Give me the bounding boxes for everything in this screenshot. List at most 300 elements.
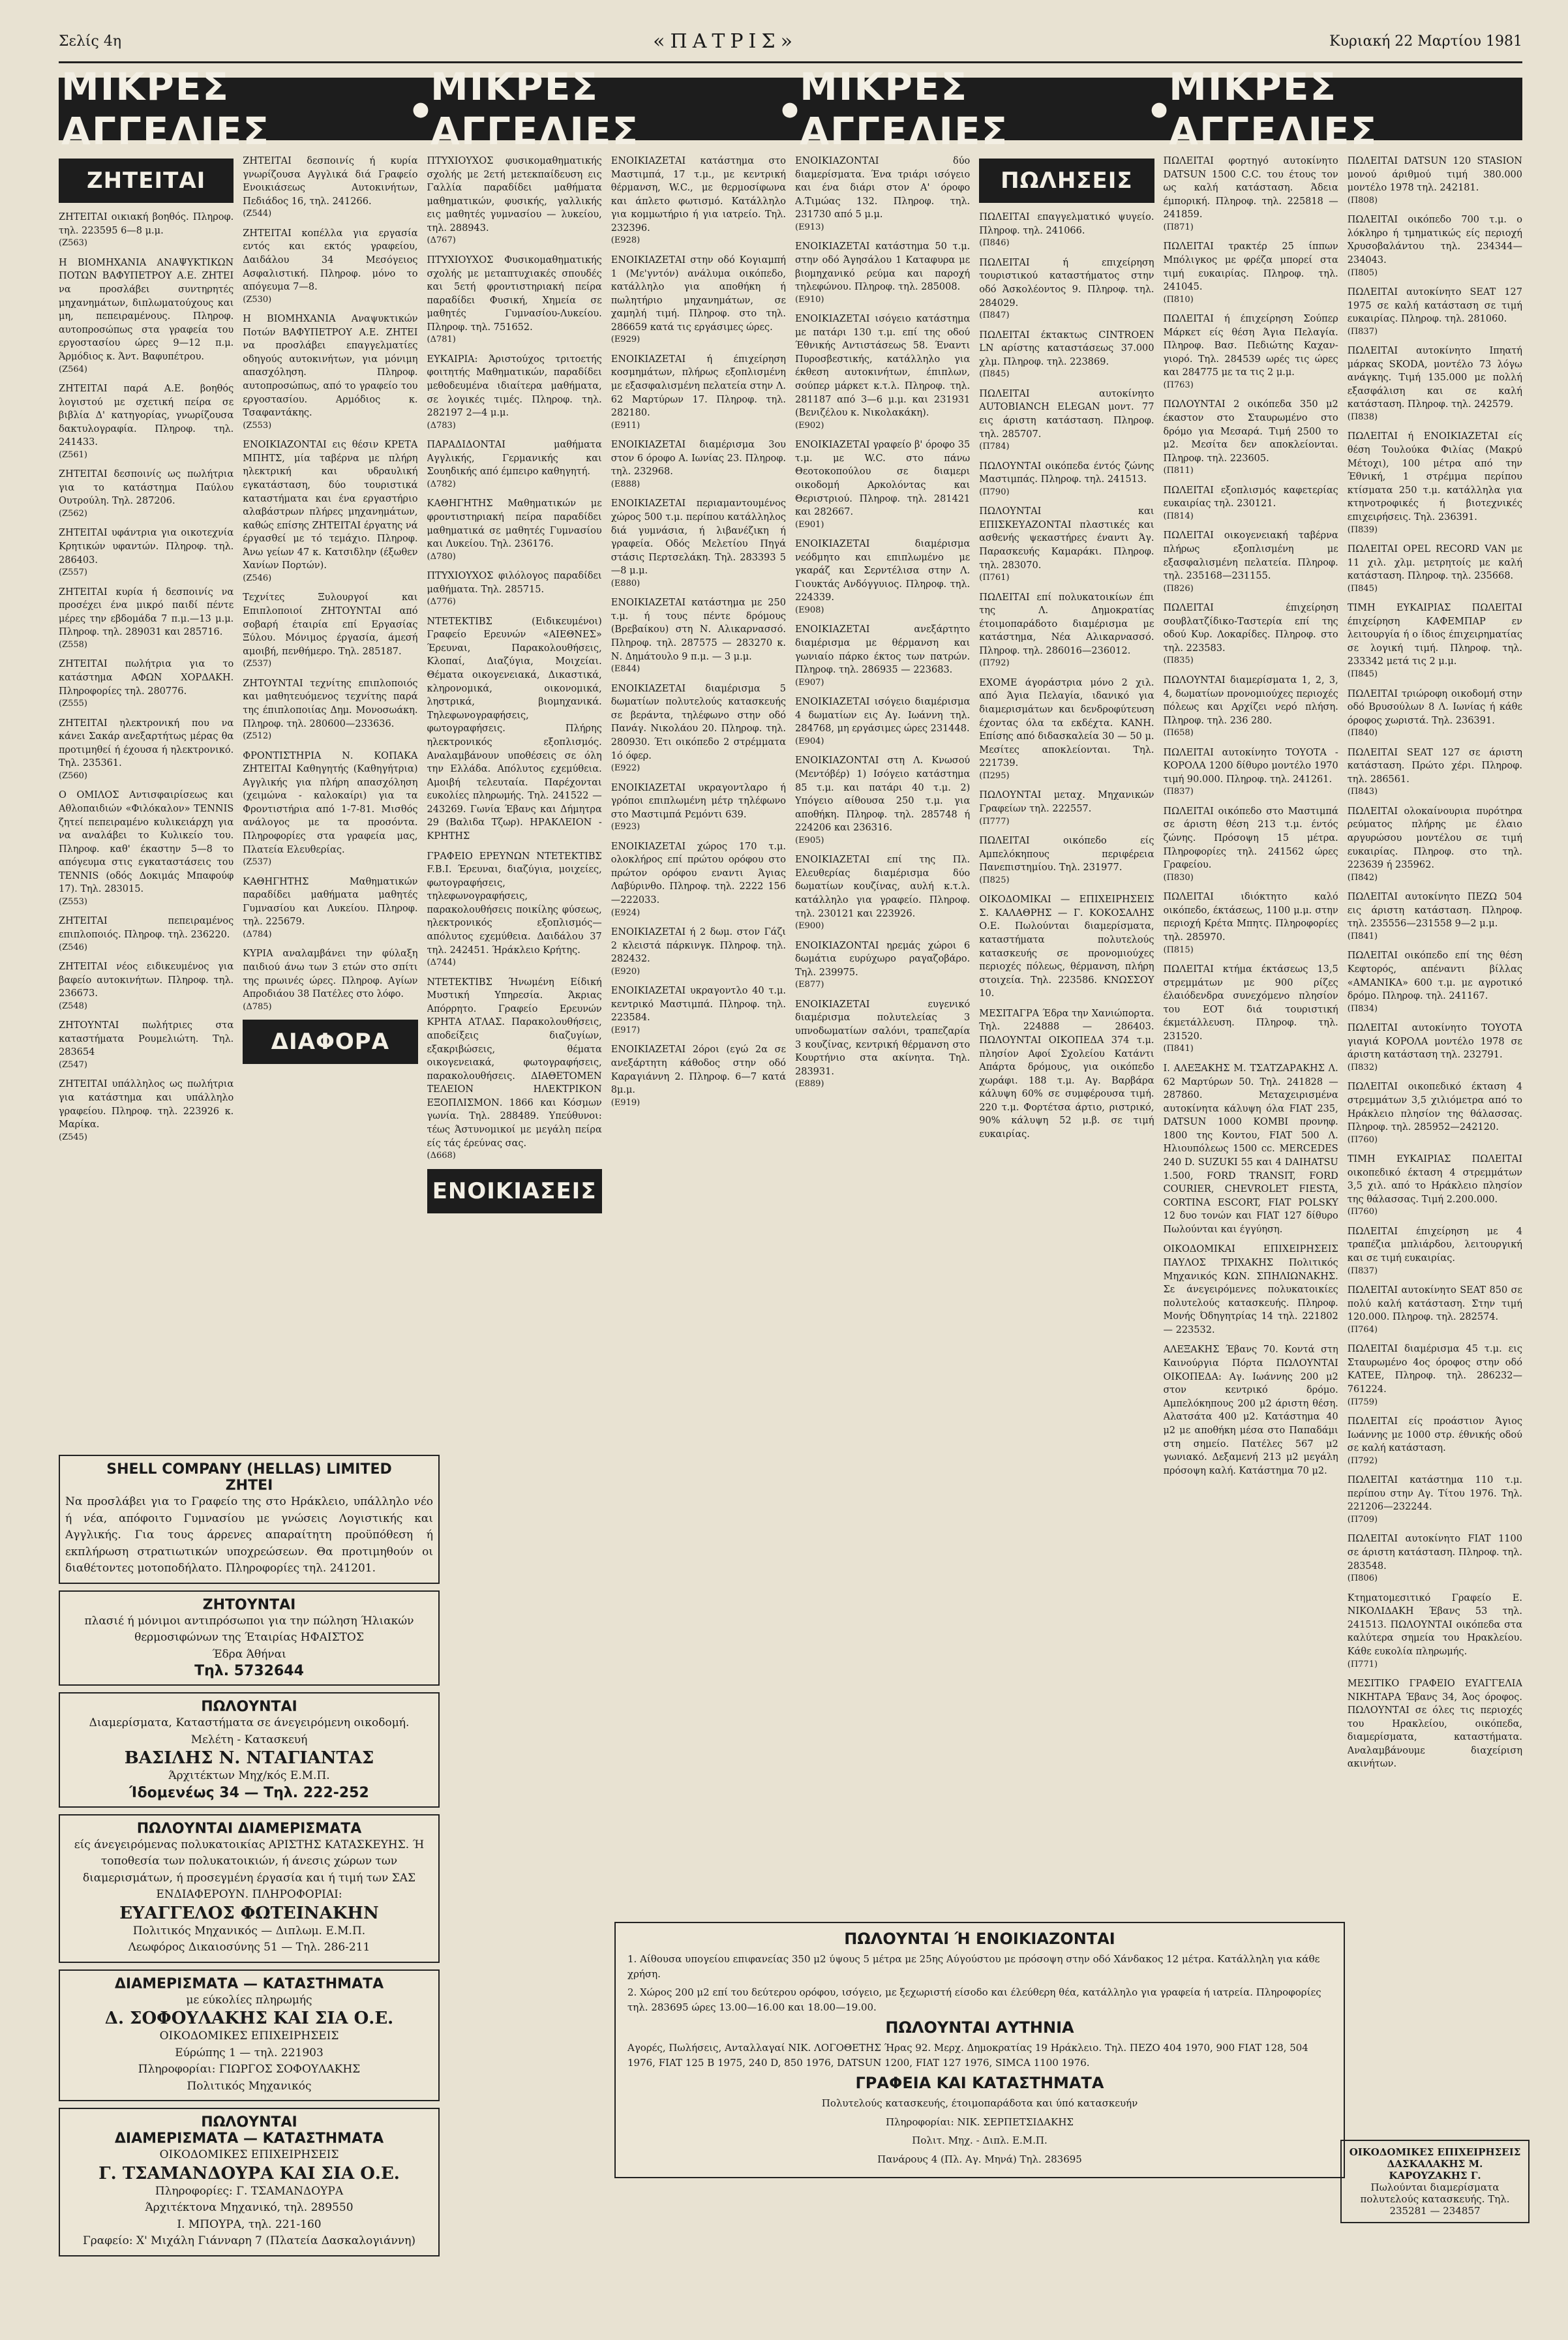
ad-reference: (Ε922) [611, 763, 641, 774]
classified-ad [1164, 484, 1338, 523]
ad-text: ΦΡΟΝΤΙΣΤΗΡΙΑ Ν. ΚΟΠΑΚΑ ΖΗΤΕΙΤΑΙ Καθηγητής (Καθηγήτρια) Αγγλικής για πλήρη απασχόληση (χειμώνα - καλοκαίρι) για τα Φροντιστήρια από 1-7-81. Μισθός ανάλογος με τα προσόντα. Πληροφορίες στα γραφεία μας, Πλατεία Ελευθερίας. [243, 750, 418, 855]
ad-subtitle: ΔΙΑΜΕΡΙΣΜΑΤΑ — ΚΑΤΑΣΤΗΜΑΤΑ [114, 2131, 384, 2147]
ad-text: ΠΩΛΕΙΤΑΙ οικογενειακή ταβέρνα πλήρως εξοπλισμένη με εξασφαλισμένη πελατεία. Πληροφ. τηλ. 235168—231155. [1163, 530, 1338, 582]
classified-ad [795, 695, 970, 748]
classified-ad [427, 353, 602, 432]
ad-reference: (Π764) [1347, 1324, 1378, 1335]
issue-date: Κυριακή 22 Μαρτίου 1981 [1329, 33, 1522, 50]
ad-reference: (Π792) [1347, 1455, 1378, 1466]
ad-text: ΕΝΟΙΚΙΑΖΕΤΑΙ ισόγειο διαμέρισμα 4 δωματίων εις Αγ. Ιωάννη τηλ. 284768, μη εργάσιμες ώρες 231448. [795, 697, 971, 735]
ad-reference: (Δ767) [427, 236, 456, 246]
ad-text: ΠΩΛΕΙΤΑΙ αυτοκίνητο SEAT 127 1975 σε καλή κατάσταση σε τιμή ευκαιρίας. Πληροφ. τηλ. 281060. [1347, 286, 1522, 325]
ad-text: ΠΩΛΕΙΤΑΙ αυτοκίνητο Ιπηατή μάρκας SKODA, μοντέλο 73 λόγω ανάγκης. Τιμή 135.000 με πολλή εξασφάλιση και σε καλή κατάσταση. Πληροφ. τηλ. 242579. [1347, 346, 1522, 410]
ad-reference: (Ε905) [795, 835, 824, 845]
ad-reference: (Δ776) [427, 597, 456, 607]
classified-ad [1348, 1415, 1522, 1467]
section-heading-sales: ΠΩΛΗΣΕΙΣ [979, 159, 1154, 203]
classified-ad [427, 615, 602, 843]
ad-text: ΠΩΛΕΙΤΑΙ φορτηγό αυτοκίνητο DATSUN 1500 C.C. του έτους τον ως καλή κατάσταση. Άδεια έμπορική. Πληροφ. τηλ. 225818 — 241859. [1163, 156, 1338, 220]
ad-reference: (Ε924) [611, 907, 641, 918]
ad-profession: Πολιτικός Μηχανικός — Διπλωμ. Ε.Μ.Π. [132, 1924, 366, 1937]
classified-ad [59, 915, 234, 954]
ad-list [1348, 155, 1522, 1771]
ad-text: ΖΗΤΕΙΤΑΙ πωλήτρια για το κατάστημα ΑΦΩΝ ΧΟΡΔΑΚΗ. Πληροφορίες τηλ. 280776. [59, 659, 234, 697]
ad-reference: (Π837) [1163, 787, 1194, 797]
classified-ad [611, 353, 786, 432]
column-8 [1348, 155, 1522, 2340]
ad-text: ΖΗΤΕΙΤΑΙ δεσποινίς ή κυρία γνωρίζουσα Αγγλικά διά Γραφείο Ενοικιάσεως Αυτοκινήτων, Πεδιάδος 16, τηλ. 241266. [243, 156, 418, 207]
classified-ad [59, 1019, 234, 1071]
bullet-icon: ● [412, 97, 431, 121]
ad-reference: (Π840) [1347, 728, 1378, 738]
classified-ad [1348, 1225, 1522, 1277]
ad-title: ΠΩΛΟΥΝΤΑΙ [201, 1699, 297, 1715]
classified-ad [611, 682, 786, 775]
ad-reference: (Ε928) [611, 236, 641, 246]
ad-reference: (Π759) [1347, 1397, 1378, 1407]
ad-address: Ίδομενέως 34 — Τηλ. 222-252 [129, 1784, 369, 1801]
classified-ad [243, 227, 417, 306]
bullet-icon: ● [1150, 97, 1169, 121]
ad-subtitle: ΖΗΤΕΙ [225, 1478, 273, 1494]
ad-text: ΠΑΡΑΔΙΔΟΝΤΑΙ μαθήματα Αγγλικής, Γερμανικής και Σουηδικής από έμπειρο καθηγητή. [427, 440, 602, 478]
classified-ad [243, 438, 417, 585]
ad-text: Αγορές, Πωλήσεις, Ανταλλαγαί ΝΙΚ. ΛΟΓΟΘΕΤΗΣ Ήρας 92. Μερχ. Δημοκρατίας 19 Ηράκλειο. Τηλ. ΠΕΖΟ 404 1970, 900 FIAT 128, 504 1976, FIAT 125 Β 1975, 240 D, 850 1976, DATSUN 1200, FIAT 127 1976, SIMCA 1100 1976. [627, 2042, 1308, 2069]
column-3 [427, 155, 602, 2340]
ad-text: ΜΕΣΙΤΑΓΡΑ Έδρα την Χανιώπορτα. Τηλ. 224888 — 286403. ΠΩΛΟΥΝΤΑΙ ΟΙΚΟΠΕΔΑ 374 τ.μ. πλησίον Αφοί Σχολείου Κατάντι Απάρτα δρόμους, για οικόπεδο χωράφι. 188 τ.μ. Αγ. Βαρβάρα κάλυψη 60% σε συμφέρουσα τιμή. 220 τ.μ. Φορτέτσα άρτιο, ριστρικό, 90% κάλυψη 52 μ.β. σε τιμή ευκαιρίας. [979, 1008, 1154, 1140]
ad-reference: (Π834) [1347, 1003, 1378, 1014]
ad-reference: (Ε889) [795, 1079, 824, 1089]
classified-ad [1348, 890, 1522, 943]
ad-text: ΠΩΛΕΙΤΑΙ ή έπιχείρηση Σούπερ Μάρκετ είς θέση Άγια Πελαγία. Πληροφ. Βασ. Πεδιώτης Καχαν-γιορό. Τηλ. 284539 ωρές τις ώρες και 284775 με τα τις 2 μ.μ. [1163, 314, 1338, 378]
ad-text: ΕΝΟΙΚΙΑΖΕΤΑΙ γραφείο β' όροφο 35 τ.μ. με W.C. στο πάνω Θεοτοκοπούλου σε διαμερι οικοδομή Αρκολόντας και Θεριστριού. Πληροφ. τηλ. 281421 και 282667. [795, 440, 971, 518]
classified-ad [59, 717, 234, 783]
ad-reference: (Π830) [1163, 872, 1194, 883]
ad-list [795, 155, 970, 1091]
ad-info: Πληροφορίαι: ΝΙΚ. ΣΕΡΠΕΤΣΙΔΑΚΗΣ [885, 2116, 1074, 2128]
ad-text: ΕΝΟΙΚΙΑΖΟΝΤΑΙ στη Λ. Κνωσού (Μεντόβέρ) 1) Ισόγειο κατάστημα 85 τ.μ. και πατάρι 40 τ.μ. 2) Υπόγειο αίθουσα 250 τ.μ. για αποθήκη. Πληροφ. τηλ. 285748 ή 224206 και 236316. [795, 755, 971, 834]
ad-reference: (Δ780) [427, 551, 456, 562]
ad-text: ΠΤΥΧΙΟΥΧΟΣ φυσικομαθηματικής σχολής με 2ετή μετεκπαίδευση εις Γαλλία παραδίδει μαθήματα μαθηματικών, φυσικής, γαλλικής εις μαθητές γυμνασίου — λυκείου, τηλ. 288943. [427, 156, 602, 234]
ad-profession: Άρχιτέκτων Μηχ/κός Ε.Μ.Π. [168, 1769, 330, 1782]
classified-ad [979, 460, 1154, 499]
ad-reference: (Π784) [979, 442, 1010, 452]
ad-reference: (Π761) [979, 573, 1010, 583]
classified-ad [1348, 543, 1522, 595]
ad-text: ΠΩΛΕΙΤΑΙ αυτοκίνητο AUTOBIANCH ELEGAN μοντ. 77 εις άριστη κατάσταση. Πληροφ. τηλ. 285707. [979, 388, 1154, 440]
ad-reference: (Π792) [979, 658, 1010, 669]
classified-ad [1348, 746, 1522, 798]
ad-address: Εύρώπης 1 — τηλ. 221903 [175, 2046, 324, 2059]
classified-ad [1348, 805, 1522, 884]
display-ads-left [59, 1448, 440, 2263]
ad-text: ΕΝΟΙΚΙΑΖΕΤΑΙ ή έπιχείρηση κοσμημάτων, πλήρως εξοπλισμένη με εξασφαλισμένη πελατεία στην Λ. 62 Μαρτύρων 17. Πληροφ. τηλ. 282180. [611, 354, 786, 419]
ad-profession: Πολιτ. Μηχ. - Διπλ. Ε.Μ.Π. [912, 2135, 1048, 2146]
ad-profession: ΟΙΚΟΔΟΜΙΚΕΣ ΕΠΙΧΕΙΡΗΣΕΙΣ [159, 2148, 339, 2161]
ad-list [611, 155, 786, 1109]
ad-title: SHELL COMPANY (HELLAS) LIMITED [106, 1461, 392, 1478]
ad-reference: (Π808) [1347, 195, 1378, 205]
classified-ad [1164, 1343, 1338, 1478]
section-heading-rentals: ΕΝΟΙΚΙΑΣΕΙΣ [427, 1169, 602, 1213]
ad-text: ΕΝΟΙΚΙΑΖΕΤΑΙ κατάστημα με 250 τ.μ. ή τους πέντε δρόμους (Βρεβαίκου) στη Ν. Αλικαρνασσό. Πληροφ. τηλ. 287575 — 283270 κ. Ν. Δημάτουλο 9 π.μ. — 3 μ.μ. [611, 598, 786, 662]
ad-text: ΠΩΛΟΥΝΤΑΙ και ΕΠΙΣΚΕΥΑΖΟΝΤΑΙ πλαστικές και ασθενής ψεκαστήρες έναντι Άγ. Παρασκευής Καμαράκι. Πληροφ. τηλ. 283070. [979, 506, 1154, 571]
ad-reference: (Π845) [1347, 583, 1378, 594]
ad-reference: (Ζ564) [59, 364, 87, 374]
classified-ad [795, 155, 970, 234]
ad-reference: (Δ781) [427, 335, 456, 345]
ad-reference: (Ζ555) [59, 699, 87, 709]
ad-reference: (Π826) [1163, 583, 1194, 594]
ad-reference: (Δ668) [427, 1151, 456, 1161]
ad-text: ΕΝΟΙΚΙΑΖΕΤΑΙ χώρος 170 τ.μ. ολοκλήρος επί πρώτου ορόφου στο πρώτον ορόφου εναντι Άγιας Λαβύρινθο. Πληροφ. τηλ. 2222 156—222033. [611, 841, 786, 906]
ad-text: ΠΩΛΕΙΤΑΙ οικόπεδο επί της θέση Κεφτορός, απέναντι βίλλας «ΑΜΑΝΙΚΑ» 600 τ.μ. με αγροτικό δρόμο. Πληροφ. τηλ. 241167. [1347, 950, 1522, 1002]
masthead [59, 26, 1522, 63]
classified-ad [59, 211, 234, 250]
classified-ad [1164, 312, 1338, 391]
footer-display-ad [614, 1922, 1345, 2178]
ad-reference: (Ε844) [611, 664, 641, 675]
classified-ad [1164, 1243, 1338, 1337]
ad-text: ΠΩΛΕΙΤΑΙ ιδιόκτητο καλό οικόπεδο, έκτάσεως, 1100 μ.μ. στην περιοχή Κρέτα Μπητς. Πληροφορίες τηλ. 285970. [1163, 892, 1338, 943]
ad-text: ΕΝΟΙΚΙΑΖΕΤΑΙ περιαμαντουμένος χώρος 500 τ.μ. περίπου κατάλληλος διά γυμνάσια, ή λιβανέζικη ή γραφεία. Οδός Μελετίου Πηγά στάσις Περτσελάκη. Τηλ. 283393 5—8 μ.μ. [611, 498, 786, 577]
classified-ad [979, 591, 1154, 670]
classified-ad [795, 754, 970, 847]
ad-reference: (Π709) [1347, 1514, 1378, 1525]
classified-ad [59, 256, 234, 376]
ad-text: ΕΧΟΜΕ άγοράστρια μόνο 2 χιλ. από Άγια Πελαγία, ιδανικό για διαμερισμάτων και δενδροφύτευση έχοντας όλα τα εκδέχτα. ΚΑΝΗ. Επίσης από διδασκαλεία 30 — 50 μ. Μεσίτες αποκλείονται. Τηλ. 221739. [979, 677, 1154, 769]
classified-ad [1348, 213, 1522, 279]
ad-text: ΕΝΟΙΚΙΑΖΕΤΑΙ 2όροι (εγώ 2α σε ανεξάρτητη κάθοδος στην οδό Καραγιάννη 2. Πληροφ. 6—7 κατά 8μ.μ. [611, 1044, 786, 1096]
ad-text: ΖΗΤΟΥΝΤΑΙ πωλήτριες στα καταστήματα Ρουμελιώτη. Τηλ. 283654 [59, 1020, 234, 1058]
ad-text: ΠΩΛΕΙΤΑΙ αυτοκίνητο FIAT 1100 σε άριστη κατάσταση. Πληροφ. τηλ. 283548. [1347, 1534, 1522, 1572]
ad-text: ΖΗΤΕΙΤΑΙ υπάλληλος ως πωλήτρια για κατάστημα και υπάλληλο γραφείου. Πληροφ. τηλ. 223926 κ. Μαρίκα. [59, 1079, 234, 1131]
ad-reference: (Ε917) [611, 1026, 641, 1036]
ad-list [243, 155, 417, 1013]
classified-ad [795, 998, 970, 1091]
classified-ad [979, 211, 1154, 250]
classified-ad [243, 947, 417, 1013]
classified-ad [795, 312, 970, 432]
classified-ad [1348, 155, 1522, 207]
ad-text: ΠΩΛΕΙΤΑΙ κτήμα έκτάσεως 13,5 στρεμμάτων με 900 ρίζες έλαιόδενδρα συνεχόμενο πλησίον του ΕΟΤ διά τουριστική έκμετάλλευση. Πληροφ. τηλ. 231520. [1163, 964, 1338, 1042]
ad-reference: (Ζ561) [59, 449, 87, 460]
ad-title: ΠΩΛΟΥΝΤΑΙ [201, 2114, 297, 2131]
classified-ad [1348, 1022, 1522, 1074]
classified-ad [1348, 1153, 1522, 1219]
classified-ad [611, 840, 786, 919]
ad-title: ΟΙΚΟΔΟΜΙΚΕΣ ΕΠΙΧΕΙΡΗΣΕΙΣ ΔΑΣΚΑΛΑΚΗΣ Μ. ΚΑΡΟΥΖΑΚΗΣ Γ. [1349, 2146, 1521, 2181]
classified-ad [979, 505, 1154, 584]
ad-subtitle: με εύκολίες πληρωμής [186, 1993, 312, 2007]
ad-text: ΕΝΟΙΚΙΑΖΕΤΑΙ υκραγοντλαρο ή γρόποι επιπλωμένη μέτρ τηλέφωνο στο Μαστιμπά Ρεμόντι 639. [611, 782, 786, 820]
ad-text: ΕΝΟΙΚΙΑΖΟΝΤΑΙ δύο διαμερίσματα. Ένα τριάρι ισόγειο και ένα διάρι στον Α' όροφο Α.Τιμώας 132. Πληροφ. τηλ. 231730 από 5 μ.μ. [795, 156, 971, 220]
ad-reference: (Π846) [979, 238, 1010, 249]
classified-ad [611, 782, 786, 834]
ad-text: Κτηματομεσιτικό Γραφείο Ε. ΝΙΚΟΛΙΔΑΚΗ Έβανς 53 τηλ. 241513. ΠΩΛΟΥΝΤΑΙ οικόπεδα στα καλύτερα σημεία του Ηρακλείου. Κάθε ευκολία πληρωμής. [1347, 1592, 1522, 1657]
classified-ad [1164, 746, 1338, 798]
ad-reference: (Ε929) [611, 335, 641, 345]
ad-text: ΕΝΟΙΚΙΑΖΕΤΑΙ διαμέρισμα 3ου στον 6 όροφο Α. Ιωνίας 23. Πληροφ. τηλ. 232968. [611, 440, 786, 478]
ad-reference: (Ε911) [611, 420, 641, 431]
ad-reference: (Ζ537) [243, 659, 272, 669]
ad-reference: (Π841) [1163, 1044, 1194, 1054]
classified-ad [979, 329, 1154, 381]
banner-title: ΜΙΚΡΕΣ ΑΓΓΕΛΙΕΣ [1169, 65, 1378, 153]
ad-text: ΠΩΛΕΙΤΑΙ διαμέρισμα 45 τ.μ. εις Σταυρωμένο 4ος όροφος στην οδό ΚΑΤΕΕ, Πληροφ. τηλ. 286232—761224. [1347, 1344, 1522, 1395]
ntagiantas-ad [59, 1692, 440, 1808]
ad-text: ΟΙΚΟΔΟΜΙΚΑΙ — ΕΠΙΧΕΙΡΗΣΕΙΣ Σ. ΚΑΛΑΘΡΗΣ — Γ. ΚΟΚΟΣΑΛΗΣ Ο.Ε. Πωλούνται διαμερίσματα, καταστήματα πολυτελούς κατασκευής σε προνομιούχες περιοχές πόλεως, θέρμανση, πλήρη στοιχεία. Τηλ. 223586. ΚΝΩΣΣΟΥ 10. [979, 894, 1154, 999]
ad-text: ΠΩΛΕΙΤΑΙ ολοκαίνουρια πυρότηρα ρεύματος πλήρης με έλαιο αργυρώσου μοντέλου σε τιμή ευκαιρίας. Πληροφ. στο τηλ. 223639 ή 235962. [1347, 806, 1522, 871]
ad-text: ΠΩΛΕΙΤΑΙ οικόπεδο 700 τ.μ. ο λόκληρο ή τμηματικώς είς περιοχή Χρυσοβαλάντου τηλ. 234344—234043. [1347, 215, 1522, 266]
classified-ad [611, 984, 786, 1037]
ad-text: ΠΤΥΧΙΟΥΧΟΣ Φυσικομαθηματικής σχολής με μεταπτυχιακές σπουδές και 5ετή φροντιστηριακή πείρα παραδίδει Φυσική, Χημεία σε μαθητές Γυμνασίου-Λυκείου. Πληροφ. τηλ. 751652. [427, 254, 602, 333]
ad-text: ΠΩΛΕΙΤΑΙ έκτακτως CINTROEN LN αρίστης καταστάσεως 37.000 χλμ. Πληροφ. τηλ. 223869. [979, 329, 1154, 367]
ad-phone: Τηλ. 5732644 [194, 1663, 304, 1679]
ad-reference: (Ζ544) [243, 209, 272, 219]
ad-reference: (Ε920) [611, 966, 641, 977]
classified-ad [611, 438, 786, 491]
classified-ad [59, 382, 234, 461]
classified-ad [795, 939, 970, 992]
ad-reference: (Π763) [1163, 380, 1194, 390]
ad-text: ΕΝΟΙΚΙΑΖΕΤΑΙ κατάστημα 50 τ.μ. στην οδό Άγησάλου 1 Καταφυρα με βιομηχανικό ρεύμα και παροχή τηλεφώνου. Πληροφ. τηλ. 285008. [795, 241, 971, 293]
ad-reference: (Ε904) [795, 736, 824, 746]
ad-address: Λεωφόρος Δικαιοσύνης 51 — Τηλ. 286-211 [128, 1941, 370, 1954]
classified-ad [427, 850, 602, 969]
ad-reference: (Δ782) [427, 479, 456, 489]
ad-name: ΒΑΣΙΛΗΣ Ν. ΝΤΑΓΙΑΝΤΑΣ [124, 1748, 374, 1768]
ad-reference: (Π760) [1347, 1207, 1378, 1217]
classified-ad [979, 789, 1154, 828]
ad-text: ΖΗΤΕΙΤΑΙ οικιακή βοηθός. Πληροφ. τηλ. 223595 6—8 μ.μ. [59, 212, 234, 236]
classified-ad [1348, 1532, 1522, 1585]
ad-text: ΠΩΛΕΙΤΑΙ οικόπεδο στο Μαστιμπά σε άριστη θέση 213 τ.μ. έντός ζώνης. Πρόσοψη 15 μέτρα. Πληροφορίες τηλ. 241562 ώρες Γραφείου. [1163, 806, 1338, 871]
ad-reference: (Π814) [1163, 511, 1194, 521]
ad-reference: (Π810) [1163, 294, 1194, 305]
ad-text: ΖΗΤΕΙΤΑΙ πεπειραμένος επιπλοποιός. Πληροφ. τηλ. 236220. [59, 916, 234, 941]
ad-text: Ι. ΑΛΕΞΑΚΗΣ Μ. ΤΣΑΤΖΑΡΑΚΗΣ Λ. 62 Μαρτύρων 50. Τηλ. 241828 — 287860. Μεταχειρισμένα αυτοκίνητα κάλυψη όλα FIAT 235, DATSUN 1000 KOMBI προνηφ. 1800 της Κοντου, FIAT 500 Λ. Ηλιουπόλεως 1500 cc. MERCEDES 240 D. SUZUKI 55 και 4 DAIHATSU 1.500, FORD TRANSIT, FORD COURIER, CHEVROLET FIESTA, CORTINA ESCORT, FIAT POLSKY 12 δυο τονών και FIAT 127 δίθυρο Πωλούνται και έγγύηση. [1163, 1063, 1338, 1235]
ad-text: Η ΒΙΟΜΗΧΑΝΙΑ ΑΝΑΨΥΚΤΙΚΩΝ ΠΟΤΩΝ ΒΑΦΥΠΕΤΡΟΥ Α.Ε. ΖΗΤΕΙ να προσλάβει συντηρητές μηχανημάτων, διπλωματούχους και μη, πεπειραμένους. Πληροφ. αυτοπροσώπως στα γραφεία του εργοστασίου ώρες 9—12 π.μ. Άρμόδιος κ. Άντ. Βαφυπέτρου. [59, 257, 234, 362]
classified-ad [243, 591, 417, 670]
ad-reference: (Ζ562) [59, 509, 87, 519]
ad-text: πλασιέ ή μόνιμοι αντιπρόσωποι για την πώληση Ήλιακών θερμοσιφώνων της Έταιρίας ΗΦΑΙΣΤΟΣ [84, 1614, 414, 1644]
ad-reference: (Π832) [1347, 1062, 1378, 1072]
foteinakis-ad [59, 1814, 440, 1963]
ad-text: ΠΩΛΕΙΤΑΙ DATSUN 120 STASION μονού άριθμού τιμή 380.000 μοντέλο 1978 τηλ. 242181. [1347, 156, 1522, 194]
ad-reference: (Ζ530) [243, 294, 272, 305]
ad-reference: (Π815) [1163, 945, 1194, 955]
classified-ad [1164, 1062, 1338, 1237]
ad-reference: (Π760) [1347, 1134, 1378, 1145]
classified-ad [427, 438, 602, 491]
banner-title: ΜΙΚΡΕΣ ΑΓΓΕΛΙΕΣ [430, 65, 640, 153]
sofoulakis-ad [59, 1969, 440, 2102]
ad-reference: (Π790) [979, 487, 1010, 497]
ad-text: ΠΩΛΕΙΤΑΙ επί πολυκατοικίων έπι της Λ. Δημοκρατίας έτοιμοπαράδοτο διαμέρισμα με κατάστημα, Νέα Αλικαρνασσό. Πληροφ. τηλ. 286016—236012. [979, 592, 1154, 656]
ad-reference: (Ζ547) [59, 1060, 87, 1070]
classified-ad [1164, 601, 1338, 667]
ad-reference: (Π806) [1347, 1573, 1378, 1584]
classified-ad [795, 438, 970, 531]
ad-reference: (Ζ546) [243, 573, 272, 583]
ad-text: ΠΩΛΕΙΤΑΙ έπιχείρηση σουβλατζίδικο-Ταστερία επί της οδού Κυρ. Λοκαρίδες. Πληροφ. στο τηλ. 223583. [1163, 603, 1338, 654]
classified-ad [979, 387, 1154, 453]
ad-text: ΠΤΥΧΙΟΥΧΟΣ φιλόλογος παραδίδει μαθήματα. Τηλ. 285715. [427, 571, 602, 595]
ad-role: Άρχιτέκτονα Μηχανικό, τηλ. 289550 [145, 2201, 354, 2214]
ad-reference: (Ζ553) [59, 897, 87, 907]
ad-reference: (Π845) [1347, 669, 1378, 680]
ad-text: Ο ΟΜΙΛΟΣ Αντισφαιρίσεως και Αθλοπαιδιών «Φιλόκαλον» TENNIS ζητεί πεπειραμένο κυλικειάρχη για να αναλάβει το Κυλικείο του. Πληροφ. καθ' έκαστην 5—8 το απόγευμα στις εγκαταστάσεις του TENNIS (οδός Δοκιμάς Μπαφούφ 17). Τηλ. 283015. [59, 790, 234, 895]
classified-ad [1164, 963, 1338, 1056]
section-heading-wanted: ΖΗΤΕΙΤΑΙ [59, 159, 234, 203]
classified-ad [979, 256, 1154, 322]
ad-text: ΕΝΟΙΚΙΑΖΕΤΑΙ ανεξάρτητο διαμέρισμα με θέρμανση και γωνιαίο πάρκο έκτος των πατρών. Πληροφ. τηλ. 286935 — 223683. [795, 624, 971, 676]
classified-ad [1348, 344, 1522, 423]
newspaper-name: «ΠΑΤΡΙΣ» [653, 29, 798, 53]
classified-ad [1164, 529, 1338, 595]
classified-ad [611, 596, 786, 675]
classified-ad [1348, 688, 1522, 740]
ad-text: ΠΩΛΕΙΤΑΙ οικοπεδικό έκταση 4 στρεμμάτων 3,5 χιλιόμετρα από το Ηράκλειο πλησίον της θάλασσας. Πληροφ. τηλ. 285952—242120. [1347, 1082, 1522, 1133]
classified-ad [979, 676, 1154, 783]
ad-list [427, 155, 602, 1162]
ad-name: Δ. ΣΟΦΟΥΛΑΚΗΣ ΚΑΙ ΣΙΑ Ο.Ε. [104, 2009, 394, 2028]
classified-ad [979, 893, 1154, 1001]
classified-ad [1164, 155, 1338, 234]
ad-text: ΕΥΚΑΙΡΙΑ: Άριστούχος τριτοετής φοιτητής Μαθηματικών, παραδίδει μεθοδευμένα ιδιαίτερα μαθήματα, σε λογικές τιμές. Πληροφ. τηλ. 282197 2—4 μ.μ. [427, 354, 602, 419]
classified-ad [1348, 1592, 1522, 1671]
classified-ad [611, 254, 786, 346]
ad-text: ΠΩΛΕΙΤΑΙ αυτοκίνητο ΤΟΥΟΤΑ - ΚΟΡΟΛΑ 1200 δίθυρο μοντέλο 1970 τιμή 90.000. Πληροφ. τηλ. 241261. [1163, 747, 1338, 785]
ad-reference: (Ε877) [795, 980, 824, 990]
ad-text: ΠΩΛΟΥΝΤΑΙ 2 οικόπεδα 350 μ2 έκαστον στο Σταυρωμένο στο δρόμο για Μεσαρά. Τιμή 2500 το μ2. Μεσίτα δεν αποκλείονται. Πληροφ. τηλ. 223605. [1163, 399, 1338, 464]
ad-text: ΟΙΚΟΔΟΜΙΚΑΙ ΕΠΙΧΕΙΡΗΣΕΙΣ ΠΑΥΛΟΣ ΤΡΙΧΑΚΗΣ Πολιτικός Μηχανικός ΚΩΝ. ΣΠΗΛΙΩΝΑΚΗΣ. Σε άνεγειρόμενες πολυκατοικίες πολυτελούς κατασκευής. Πληροφ. Μονής Όδηγητρίας 14 τηλ. 221802 — 223532. [1163, 1244, 1338, 1335]
ad-reference: (Π835) [1163, 656, 1194, 666]
classified-ad [1164, 398, 1338, 477]
ad-info: Πληροφορίες: Γ. ΤΣΑΜΑΝΔΟΥΡΑ [155, 2184, 344, 2198]
ad-text: ΕΝΟΙΚΙΑΖΕΤΑΙ κατάστημα στο Μαστιμπά, 17 τ.μ., με κεντρική θέρμανση, W.C., με θερμοσίφωνα και άπλετο φωτισμό. Κατάλληλο για κομμωτήριο ή για ιατρείο. Τηλ. 232396. [611, 156, 786, 234]
classified-ad [795, 853, 970, 932]
classified-ad [795, 240, 970, 306]
ad-role: Μελέτη - Κατασκευή [190, 1733, 308, 1746]
ad-reference: (Ζ545) [59, 1132, 87, 1142]
classified-ad [59, 658, 234, 710]
ad-reference: (Π811) [1163, 466, 1194, 476]
classified-ad [795, 623, 970, 689]
ad-text: Να προσλάβει για το Γραφείο της στο Ηράκλειο, υπάλληλο νέο ή νέα, απόφοιτο Γυμνασίου με γνώσεις Λογιστικής και Αγγλικής. Για τους άρρενες απαραίτητη προϋπόθεση ή εκπλήρωση στρατιωτικών υποχρεώσεων. Θα προτιμηθούν οι διαθέτοντες μοτοποδήλατο. Πληροφορίες τηλ. 241201. [65, 1495, 433, 1575]
ad-text: ΜΕΣΙΤΙΚΟ ΓΡΑΦΕΙΟ ΕΥΑΓΓΕΛΙΑ ΝΙΚΗΤΑΡΑ Έβανς 34, Άος όροφος. ΠΩΛΟΥΝΤΑΙ σε όλες τις περιοχές του Ηρακλείου, οικόπεδα, διαμερίσματα, καταστήματα. Αναλαμβάνουμε διαχείριση ακινήτων. [1347, 1678, 1522, 1770]
ad-address: Ι. ΜΠΟΥΡΑ, τηλ. 221-160 [177, 2217, 322, 2231]
ad-reference: (Π805) [1347, 267, 1378, 278]
ad-reference: (Π842) [1347, 872, 1378, 883]
ad-title: ΔΙΑΜΕΡΙΣΜΑΤΑ — ΚΑΤΑΣΤΗΜΑΤΑ [114, 1975, 384, 1992]
ad-list [59, 211, 234, 1144]
ad-title: ΓΡΑΦΕΙΑ ΚΑΙ ΚΑΤΑΣΤΗΜΑΤΑ [855, 2074, 1104, 2092]
ad-text: ΠΩΛΕΙΤΑΙ OPEL RECORD VAN με 11 χιλ. χλμ. μετρητοίς με καλή κατάσταση. Πληροφ. τηλ. 235668. [1347, 543, 1522, 582]
ad-reference: (Π843) [1347, 787, 1378, 797]
ad-reference: (Ζ546) [59, 942, 87, 952]
ad-reference: (Π839) [1347, 524, 1378, 535]
ad-text: 1. Αίθουσα υπογείου επιφανείας 350 μ2 ύψους 5 μέτρα με 25ης Αύγούστου με πρόσοψη στην οδό Χάνδακος 12 μέτρα. Κατάλληλη για κάθε χρήση. [627, 1953, 1320, 1980]
ad-text: ΕΝΟΙΚΙΑΖΕΤΑΙ ισόγειο κατάστημα με πατάρι 130 τ.μ. επί της οδού Έθνικής Αντιστάσεως 58. Έναντι Πυροσβεστικής, κατάλληλο για έκθεση αυτοκινήτων, έπιπλων, σούπερ μάρκετ κ.τ.λ. Πληροφ. τηλ. 281187 από 3—6 μ.μ. και 231931 (Βενιζέλου κ. Νικολακάκη). [795, 314, 971, 419]
ad-text: ΠΩΛΕΙΤΑΙ ή επιχείρηση τουριστικού καταστήματος στην οδό Άσκολέοντος 9. Πληροφ. τηλ. 284029. [979, 257, 1154, 309]
ad-role: Πολιτικός Μηχανικός [187, 2079, 312, 2093]
ad-reference: (Π841) [1347, 931, 1378, 941]
classified-ad [1348, 601, 1522, 680]
ad-text: ΖΗΤΕΙΤΑΙ δεσποινίς ως πωλήτρια για το κατάστημα Παύλου Ουτρούλη. Τηλ. 287206. [59, 469, 234, 507]
classified-ad [243, 155, 417, 220]
ad-reference: (Ε913) [795, 222, 824, 232]
ad-name: Γ. ΤΣΑΜΑΝΔΟΥΡΑ ΚΑΙ ΣΙΑ Ο.Ε. [98, 2163, 400, 2183]
ad-reference: (Ζ558) [59, 639, 87, 650]
ad-text: ΕΝΟΙΚΙΑΖΟΝΤΑΙ εις θέσιν ΚΡΕΤΑ ΜΠΗΤΣ, μία ταβέρνα με πλήρη ηλεκτρική και υδραυλική εγκατάσταση, δύο τουριστικά καταστήματα και ένα εργαστήριο αλαβάστρων πλήρες μηχανημάτων, καθώς επίσης ΖΗΤΕΙΤΑΙ έργατης νά έργασθεί με τό τεμάχιο. Πληροφ. Άνω γείων 47 κ. Κατσιδλην (έξωθεν Χανίων Πορτών). [243, 440, 418, 571]
ad-reference: (Ε900) [795, 921, 824, 932]
classified-ad [59, 468, 234, 520]
ad-text: ΠΩΛΕΙΤΑΙ ή ΕΝΟΙΚΙΑΖΕΤΑΙ είς θέση Τουλούκα Φιλίας (Μακρύ Μέτοχι), 100 μέτρα από την Έθνική, 1 στρέμμα περίπου κτίσματα 250 τ.μ. κατάλληλα για κτηνοτροφικές ή βιοτεχνικές επιχειρήσεις. Τηλ. 236391. [1347, 431, 1522, 523]
ad-reference: (Ζ548) [59, 1001, 87, 1011]
ad-reference: (Ε901) [795, 519, 824, 530]
classified-ad [59, 789, 234, 908]
ad-reference: (Ε919) [611, 1097, 641, 1108]
ad-text: ΠΩΛΕΙΤΑΙ τριώροφη οικοδομή στην οδό Βρυσούλων 8 Λ. Ιωνίας ή κάθε όροφος χωριστά. Τηλ. 236391. [1347, 688, 1522, 726]
ad-text: ΠΩΛΕΙΤΑΙ SEAT 127 σε άριστη κατάσταση. Πρώτο χέρι. Πληροφ. τηλ. 286561. [1347, 747, 1522, 785]
classified-ad [1348, 1284, 1522, 1336]
classified-ad [1348, 1080, 1522, 1146]
ad-name: ΕΥΑΓΓΕΛΟΣ ΦΩΤΕΙΝΑΚΗΝ [119, 1903, 379, 1923]
ad-reference: (Ε908) [795, 605, 824, 615]
classified-ad [59, 586, 234, 652]
ad-text: ΠΩΛΕΙΤΑΙ κατάστημα 110 τ.μ. περίπου στην Αγ. Τίτου 1976. Τηλ. 221206—232244. [1347, 1475, 1522, 1513]
daskalakis-ad [1340, 2140, 1530, 2223]
ad-reference: (Ζ537) [243, 857, 272, 868]
ad-reference: (Ε910) [795, 294, 824, 305]
ad-text: ΠΩΛΕΙΤΑΙ αυτοκίνητο ΠΕΖΩ 504 εις άριστη κατάσταση. Πληροφ. τηλ. 235556—231558 9—2 μ.μ. [1347, 892, 1522, 930]
ad-reference: (Δ744) [427, 958, 456, 968]
classified-ad [611, 926, 786, 978]
ad-text: Τεχνίτες Ξυλουργοί και Επιπλοποιοί ΖΗΤΟΥΝΤΑΙ από σοβαρή έταιρία επί Εργασίας Ξύλου. Μόνιμος έργασία, άμεσή αμοιβή, πενθήμερο. Τηλ. 285187. [243, 592, 418, 657]
classified-ad [1164, 674, 1338, 740]
ad-reference: (Δ785) [243, 1001, 272, 1012]
classified-ad [979, 1007, 1154, 1142]
ad-text: είς άνεγειρόμενας πολυκατοικίας ΑΡΙΣΤΗΣ ΚΑΤΑΣΚΕΥΗΣ. Ή τοποθεσία των πολυκατοικιών, ή άνεσις χώρων των διαμερισμάτων, ή προσεγμένη έργασία και ή τιμή των ΣΑΣ ΕΝΔΙΑΦΕΡΟΥΝ. ΠΛΗΡΟΦΟΡΙΑΙ: [74, 1838, 425, 1901]
ad-address: Γραφείο: Χ' Μιχάλη Γιάνναρη 7 (Πλατεία Δασκαλογιάννη) [82, 2234, 416, 2247]
ad-text: ΠΩΛΟΥΝΤΑΙ μεταχ. Μηχανικών Γραφείων τηλ. 222557. [979, 790, 1154, 814]
section-banner [59, 65, 1522, 153]
ad-text: ΠΩΛΕΙΤΑΙ επαγγελματικό ψυγείο. Πληροφ. τηλ. 241066. [979, 212, 1154, 236]
ad-text: ΚΥΡΙΑ αναλαμβάνει την φύλαξη παιδιού άνω των 3 ετών στο σπίτι της πρωινές ώρες. Πληροφ. Αγίων Απροδιάου 38 Πατέλες στο λόφο. [243, 949, 418, 1000]
ad-text: ΖΗΤΕΙΤΑΙ νέος ειδικευμένος για βαφείο αυτοκινήτων. Πληροφ. τηλ. 236673. [59, 962, 234, 999]
ad-text: ΖΗΤΕΙΤΑΙ ηλεκτρονική που να κάνει Σακάρ ανεξαρτήτως μέρας θα προτιμηθεί ή έχουσα ή ηλεκτρονικό. Τηλ. 235361. [59, 718, 234, 769]
classified-ad [243, 677, 417, 743]
ad-text: ΠΩΛΕΙΤΑΙ έπιχείρηση με 4 τραπέζια μπλιάρδου, λειτουργική και σε τιμή ευκαιρίας. [1347, 1226, 1522, 1264]
ad-list [979, 211, 1154, 1141]
ad-text: ΤΙΜΗ ΕΥΚΑΙΡΙΑΣ ΠΩΛΕΙΤΑΙ οικοπεδικό έκταση 4 στρεμμάτων 3,5 χιλ. από το Ηράκλειο πλησίον της θάλασσας. Τιμή 2.200.000. [1347, 1154, 1522, 1205]
ad-reference: (Π837) [1347, 1266, 1378, 1276]
ad-text: ΝΤΕΤΕΚΤΙΒΣ Ήνωμένη Είδική Μυστική Υπηρεσία. Άκριας Απόρρητο. Γραφείο Ερευνών ΚΡΗΤΑ ΑΤΛΑΣ. Παρακολουθήσεις, αποδείξεις διαζυγίων, εξακριβώσεις, θέματα οικογενειακά, φωτογραφήσεις, παρακολουθήσεις. ΔΙΑΘΕΤΟΜΕΝ ΤΕΛΕΙΟΝ ΗΛΕΚΤΡΙΚΟΝ ΕΞΟΠΛΙΣΜΟΝ. 1866 και Κόσμων γωνία. Τηλ. 288489. Υπεύθυνοι: τέως Άστυνομικοί με μεγάλη πείρα είς τάς έρεύνας σας. [427, 977, 602, 1149]
ad-text: ΕΝΟΙΚΙΑΖΕΤΑΙ επί της Πλ. Ελευθερίας διαμέρισμα δύο δωματίων κουζίνας, αυλή κ.τ.λ. κατάλληλο για γραφείο. Πληροφ. τηλ. 230121 και 223926. [795, 855, 971, 919]
ad-reference: (Ζ557) [59, 568, 87, 578]
ad-text: ΠΩΛΕΙΤΑΙ αυτοκίνητο ΤΟΥΟΤΑ γιαγιά ΚΟΡΟΛΑ μοντέλο 1978 σε άριστη κατάσταση τηλ. 232791. [1347, 1023, 1522, 1061]
shell-ad [59, 1455, 440, 1584]
ad-text: ΠΩΛΕΙΤΑΙ αυτοκίνητο SEAT 850 σε πολύ καλή κατάσταση. Στην τιμή 120.000. Πληροφ. τηλ. 282574. [1347, 1285, 1522, 1323]
ad-reference: (Π825) [979, 875, 1010, 885]
classified-ad [1164, 240, 1338, 306]
ad-reference: (Ε902) [795, 420, 824, 431]
ad-title: ΠΩΛΟΥΝΤΑΙ Ή ΕΝΟΙΚΙΑΖΟΝΤΑΙ [844, 1930, 1115, 1948]
ad-info: Πληροφορίαι: ΓΙΩΡΓΟΣ ΣΟΦΟΥΛΑΚΗΣ [138, 2063, 361, 2076]
ad-text: ΚΑΘΗΓΗΤΗΣ Μαθηματικών με φροντιστηριακή πείρα παραδίδει μαθηματικά σε μαθητές Γυμνασίου και Λυκείου. Τηλ. 236176. [427, 498, 602, 550]
